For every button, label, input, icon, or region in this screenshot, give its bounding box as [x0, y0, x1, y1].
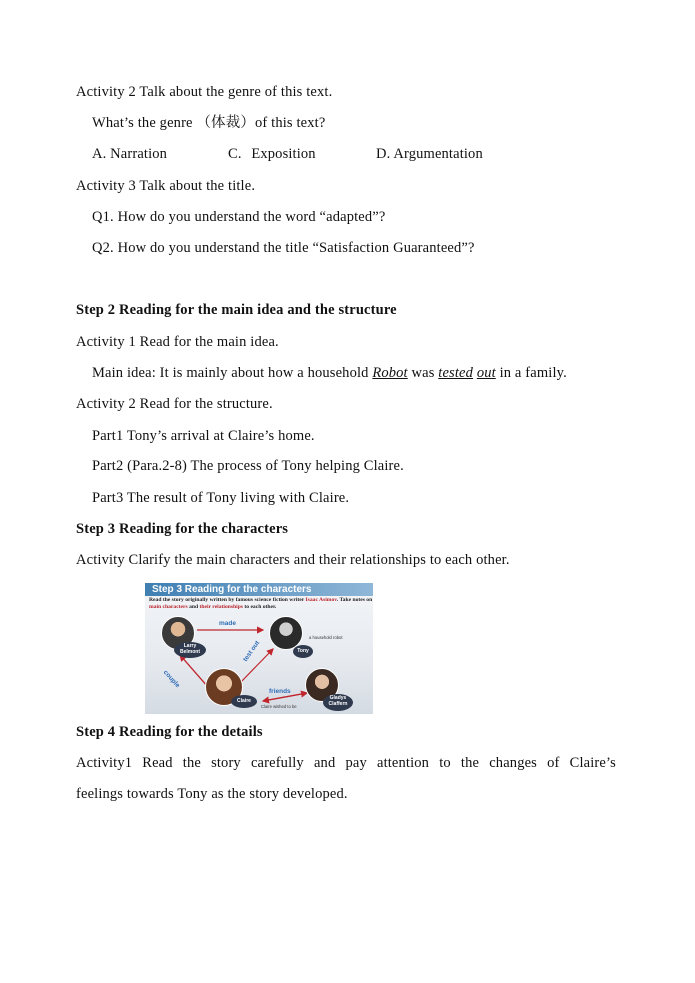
- activity3-line: Activity 3 Talk about the title.: [76, 178, 256, 194]
- gladys-label: Gladys Claffern: [323, 694, 353, 711]
- w4: story: [211, 755, 241, 771]
- structure-part1: Part1 Tony’s arrival at Claire’s home.: [92, 428, 315, 444]
- label-made: made: [219, 620, 236, 627]
- larry-label: Larry Belmont: [174, 642, 206, 658]
- option-a: A. Narration: [92, 146, 168, 162]
- main-idea-blank-out: out: [476, 365, 496, 381]
- w2: Read: [142, 755, 173, 771]
- step4-activity-line1: [76, 754, 616, 772]
- figure-intro-highlight-2: their relationships: [199, 604, 243, 610]
- character-relationship-figure: [145, 583, 373, 714]
- w3: the: [182, 755, 201, 771]
- figure-intro-b: . Take notes on: [336, 597, 373, 603]
- robot-note: a household robot: [309, 635, 343, 640]
- figure-intro-c: and: [187, 604, 200, 610]
- step2-activity2: Activity 2 Read for the structure.: [76, 396, 273, 412]
- title-question-2: Q2. How do you understand the title “Satisfaction Guaranteed”?: [92, 240, 475, 256]
- figure-intro-d: to each other.: [242, 604, 277, 610]
- main-idea-suffix: in a family.: [495, 365, 567, 381]
- main-idea-prefix: Main idea: It is mainly about how a household: [92, 365, 373, 381]
- step3-activity: Activity Clarify the main characters and their relationships to each other.: [76, 552, 510, 568]
- figure-intro-author: Isaac Asimov: [305, 597, 337, 603]
- title-question-1: Q1. How do you understand the word “adapted”?: [92, 209, 386, 225]
- main-idea-line: [92, 364, 567, 382]
- step3-heading: Step 3 Reading for the characters: [76, 521, 289, 537]
- step2-activity1: Activity 1 Read for the main idea.: [76, 334, 279, 350]
- step2-heading: Step 2 Reading for the main idea and the structure: [76, 302, 397, 318]
- tony-label: Tony: [293, 645, 313, 658]
- option-c: C. Exposition: [228, 146, 316, 162]
- w1: Activity1: [76, 755, 133, 771]
- w5: carefully: [250, 755, 304, 771]
- figure-title: Step 3 Reading for the characters: [152, 584, 312, 595]
- structure-part2: Part2 (Para.2-8) The process of Tony helping Claire.: [92, 458, 404, 474]
- structure-part3: Part3 The result of Tony living with Claire.: [92, 490, 350, 506]
- step4-activity-line2: feelings towards Tony as the story developed.: [76, 786, 348, 802]
- claire-label: Claire: [231, 695, 257, 708]
- label-friends: friends: [269, 688, 291, 695]
- w10: the: [460, 755, 480, 771]
- genre-question: What’s the genre （体裁）of this text?: [92, 115, 326, 131]
- label-couple: couple: [161, 669, 182, 690]
- w13: Claire’s: [569, 755, 616, 771]
- main-idea-mid: was: [407, 365, 439, 381]
- label-test-out: test out: [242, 639, 262, 664]
- w6: and: [313, 755, 336, 771]
- w11: changes: [489, 755, 537, 771]
- w8: attention: [376, 755, 430, 771]
- main-idea-blank-tested: tested: [438, 365, 474, 381]
- w7: pay: [345, 755, 367, 771]
- step4-heading: Step 4 Reading for the details: [76, 724, 263, 740]
- activity2-line: Activity 2 Talk about the genre of this text.: [76, 84, 333, 100]
- main-idea-blank-robot: Robot: [372, 365, 408, 381]
- genre-options: [92, 145, 512, 163]
- w12: of: [547, 755, 560, 771]
- option-d: D. Argumentation: [376, 146, 483, 162]
- figure-intro-highlight-1: main characters: [149, 604, 188, 610]
- claire-wish-note: Claire wished to be: [261, 704, 297, 709]
- w9: to: [439, 755, 451, 771]
- figure-intro-a: Read the story originally written by famous science fiction writer: [149, 597, 306, 603]
